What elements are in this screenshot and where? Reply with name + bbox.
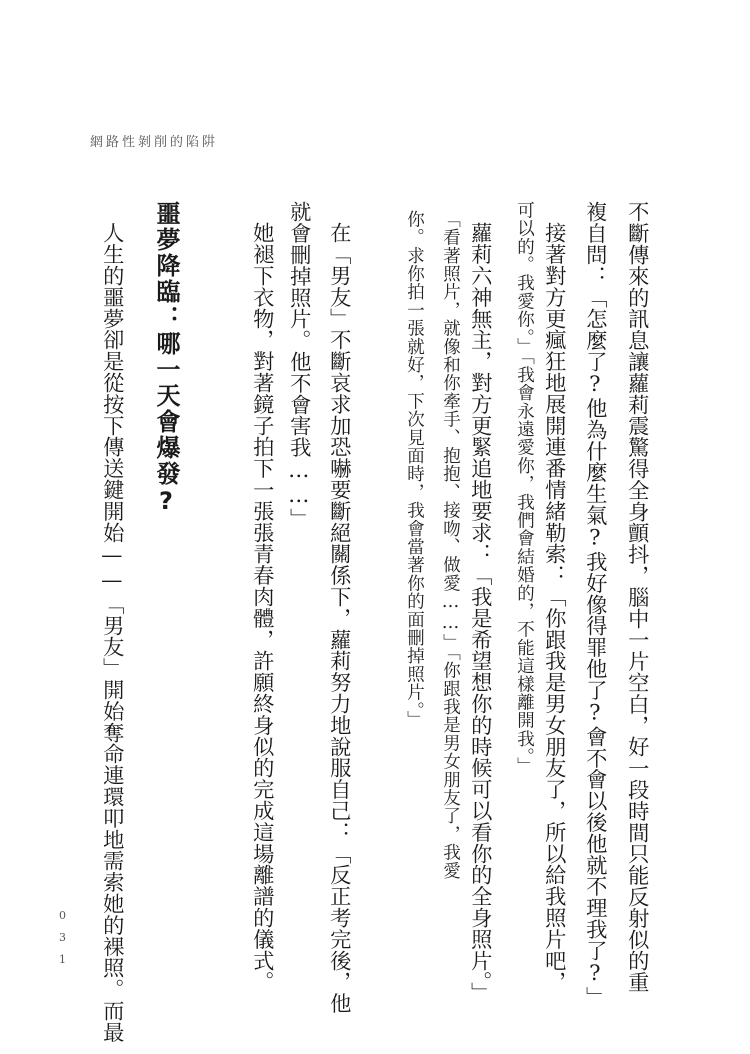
page-number-digit: 0 — [59, 909, 66, 922]
text-column-9: 就會刪掉照片。他不會害我……」 — [286, 201, 312, 530]
page-number-digit: 3 — [59, 931, 66, 944]
text-column-4: 可以的。我愛你。」「我會永遠愛你，我們會結婚的，不能這樣離開我。」 — [514, 201, 535, 776]
running-header: 網路性剝削的陷阱 — [90, 135, 219, 150]
text-column-3: 接著對方更瘋狂地展開連番情緒勒索：「你跟我是男女朋友了，所以給我照片吧， — [541, 222, 567, 993]
section-heading: 噩夢降臨：哪一天會爆發? — [152, 201, 180, 517]
page-number-digit: 1 — [59, 953, 66, 966]
text-column-6: 「看著照片，就像和你牽手、抱抱、接吻、做愛……」「你跟我是男女朋友了，我愛 — [440, 210, 461, 880]
page-number — [59, 910, 66, 976]
text-column-1: 不斷傳來的訊息讓蘿莉震驚得全身顫抖，腦中一片空白，好一段時間只能反射似的重 — [624, 201, 650, 993]
text-column-8: 在「男友」不斷哀求加恐嚇要斷絕關係下，蘿莉努力地說服自己：「反正考完後，他 — [326, 222, 352, 1014]
text-column-5: 蘿莉六神無主，對方更緊追地要求：「我是希望想你的時候可以看你的全身照片。」 — [467, 222, 493, 1004]
text-column-2: 複自問：「怎麼了?他為什麼生氣?我好像得罪他了?會不會以後他就不理我了?」 — [582, 201, 608, 1008]
text-column-7: 你。求你拍一張就好，下次見面時，我會當著你的面刪掉照片。」 — [404, 210, 425, 730]
text-column-10: 她褪下衣物，對著鏡子拍下一張張青春肉體，許願終身似的完成這場離譜的儀式。 — [249, 222, 275, 993]
text-column-12: 人生的噩夢卻是從按下傳送鍵開始——「男友」開始奪命連環叩地需索她的裸照。而最 — [99, 222, 125, 1043]
